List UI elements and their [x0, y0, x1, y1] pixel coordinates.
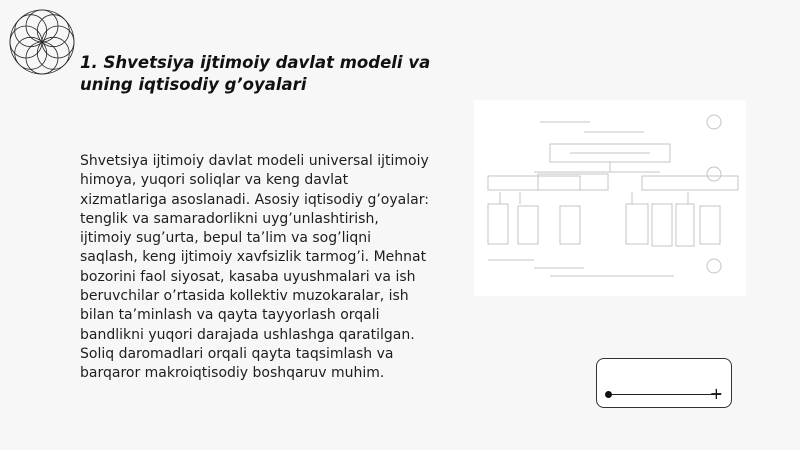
spirograph-logo-icon: [2, 2, 82, 82]
body-paragraph: Shvetsiya ijtimoiy davlat modeli universal ijtimoiy himoya, yuqori soliqlar va keng davlat xizmatlariga asoslanadi. Asosiy iqtisodiy g’oyalar: tenglik va samaradorlikni uyg’unlashtirish, ijtimoiy sug’urta, bepul ta’lim va sog’liqni saqlash, keng ijtimoiy xavfsizlik tarmog’i. Mehnat bozorini faol siyosat, kasaba uyushmalari va ish beruvchilar o’rtasida kollektiv muzokaralar, ish bilan ta’minlash va qayta tayyorlash orqali bandlikni yuqori darajada ushlashga qaratilgan. Soliq daromadlari orqali qayta taqsimlash va barqaror makroiqtisodiy boshqaruv muhim.: [80, 153, 429, 382]
slider-handle[interactable]: [605, 391, 612, 398]
slider-track: [607, 394, 721, 395]
plus-icon[interactable]: +: [709, 384, 723, 403]
slide-title: 1. Shvetsiya ijtimoiy davlat modeli va uning iqtisodiy g’oyalari: [80, 53, 431, 94]
timeline-slider[interactable]: [596, 358, 732, 408]
faded-diagram-image: [474, 100, 746, 296]
